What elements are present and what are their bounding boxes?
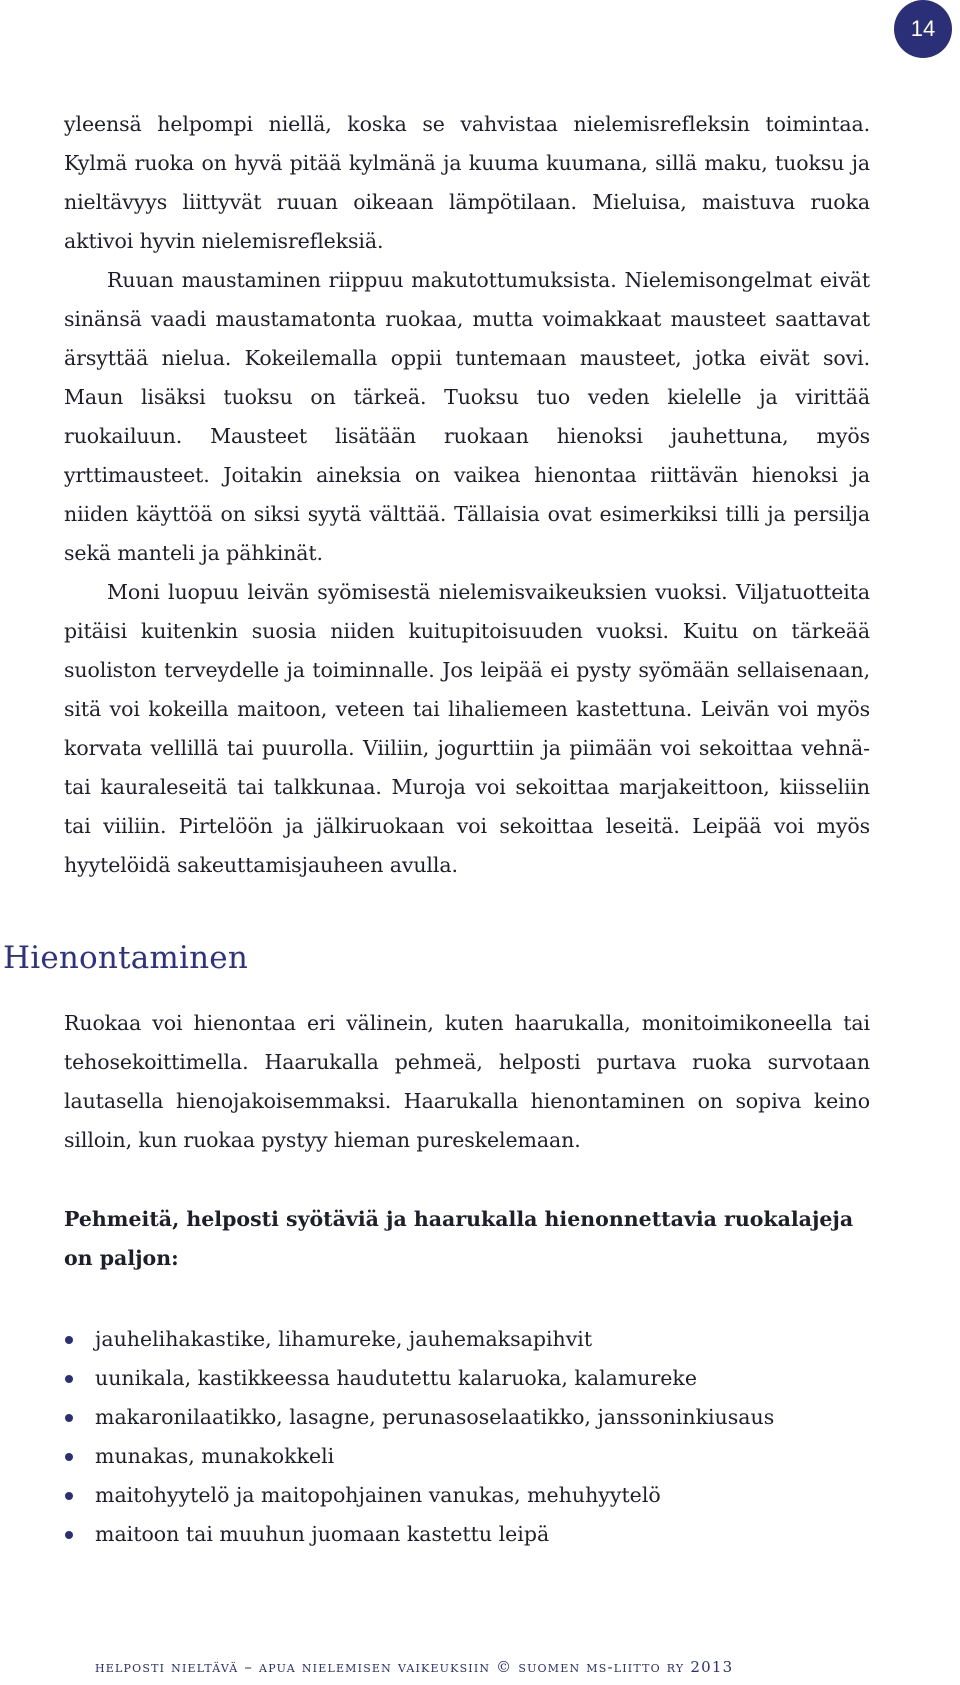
bullet-icon (65, 1336, 73, 1344)
bullet-icon (65, 1531, 73, 1539)
page-footer: helposti nieltävä – apua nielemisen vaikeuksiin © suomen ms-liitto ry 2013 (95, 1658, 734, 1676)
paragraph: Ruokaa voi hienontaa eri välinein, kuten haarukalla, monitoimikoneella tai tehosekoittimella. Haarukalla pehmeä, helposti purtava ruoka survotaan lautasella hienojakoisemmaksi. Haarukalla hienontaminen on sopiva keino silloin, kun ruokaa pystyy hieman pureskelemaan. (64, 1011, 870, 1152)
bullet-icon (65, 1414, 73, 1422)
list-item-text: jauhelihakastike, lihamureke, jauhemaksapihvit (95, 1327, 593, 1351)
intro-text (64, 105, 870, 885)
list-lead: Pehmeitä, helposti syötäviä ja haarukalla hienonnettavia ruokalajeja on paljon: (64, 1207, 854, 1270)
section-heading: Hienontaminen (3, 940, 249, 976)
bullet-icon (65, 1375, 73, 1383)
bullet-icon (65, 1453, 73, 1461)
list-item (64, 1320, 774, 1359)
list-item-text: makaronilaatikko, lasagne, perunasoselaatikko, janssoninkiusaus (95, 1405, 775, 1429)
bullet-icon (65, 1492, 73, 1500)
list-item (64, 1476, 774, 1515)
food-list (64, 1320, 774, 1554)
list-item-text: uunikala, kastikkeessa haudutettu kalaruoka, kalamureke (95, 1366, 697, 1390)
list-item-text: maitoon tai muuhun juomaan kastettu leipä (95, 1522, 550, 1546)
list-item (64, 1437, 774, 1476)
list-item (64, 1359, 774, 1398)
list-item-text: munakas, munakokkeli (95, 1444, 335, 1468)
page-number-badge: 14 (894, 0, 952, 58)
paragraph: Moni luopuu leivän syömisestä nielemisvaikeuksien vuoksi. Viljatuotteita pitäisi kuitenkin suosia niiden kuitupitoisuuden vuoksi. Kuitu on tärkeää suoliston terveydelle ja toiminnalle. Jos leipää ei pysty syömään sellaisenaan, sitä voi kokeilla maitoon, veteen tai lihaliemeen kastettuna. Leivän voi myös korvata vellillä tai puurolla. Viiliin, jogurttiin ja piimään voi sekoittaa vehnä- tai kauraleseitä tai talkkunaa. Muroja voi sekoittaa marjakeittoon, kiisseliin tai viiliin. Pirtelöön ja jälkiruokaan voi sekoittaa leseitä. Leipää voi myös hyytelöidä sakeuttamisjauheen avulla. (64, 580, 870, 877)
list-item (64, 1398, 774, 1437)
paragraph: yleensä helpompi niellä, koska se vahvistaa nielemisrefleksin toimintaa. Kylmä ruoka on hyvä pitää kylmänä ja kuuma kuumana, sillä maku, tuoksu ja nieltävyys liittyvät ruuan oikeaan lämpötilaan. Mieluisa, maistuva ruoka aktivoi hyvin nielemisrefleksiä. (64, 112, 870, 253)
paragraph: Ruuan maustaminen riippuu makutottumuksista. Nielemisongelmat eivät sinänsä vaadi maustamatonta ruokaa, mutta voimakkaat mausteet saattavat ärsyttää nielua. Kokeilemalla oppii tuntemaan mausteet, jotka eivät sovi. Maun lisäksi tuoksu on tärkeä. Tuoksu tuo veden kielelle ja virittää ruokailuun. Mausteet lisätään ruokaan hienoksi jauhettuna, myös yrttimausteet. Joitakin aineksia on vaikea hienontaa riittävän hienoksi ja niiden käyttöä on siksi syytä välttää. Tällaisia ovat esimerkiksi tilli ja persilja sekä manteli ja pähkinät. (64, 268, 870, 565)
section-text (64, 1004, 870, 1160)
list-item (64, 1515, 774, 1554)
list-item-text: maitohyytelö ja maitopohjainen vanukas, mehuhyytelö (95, 1483, 661, 1507)
